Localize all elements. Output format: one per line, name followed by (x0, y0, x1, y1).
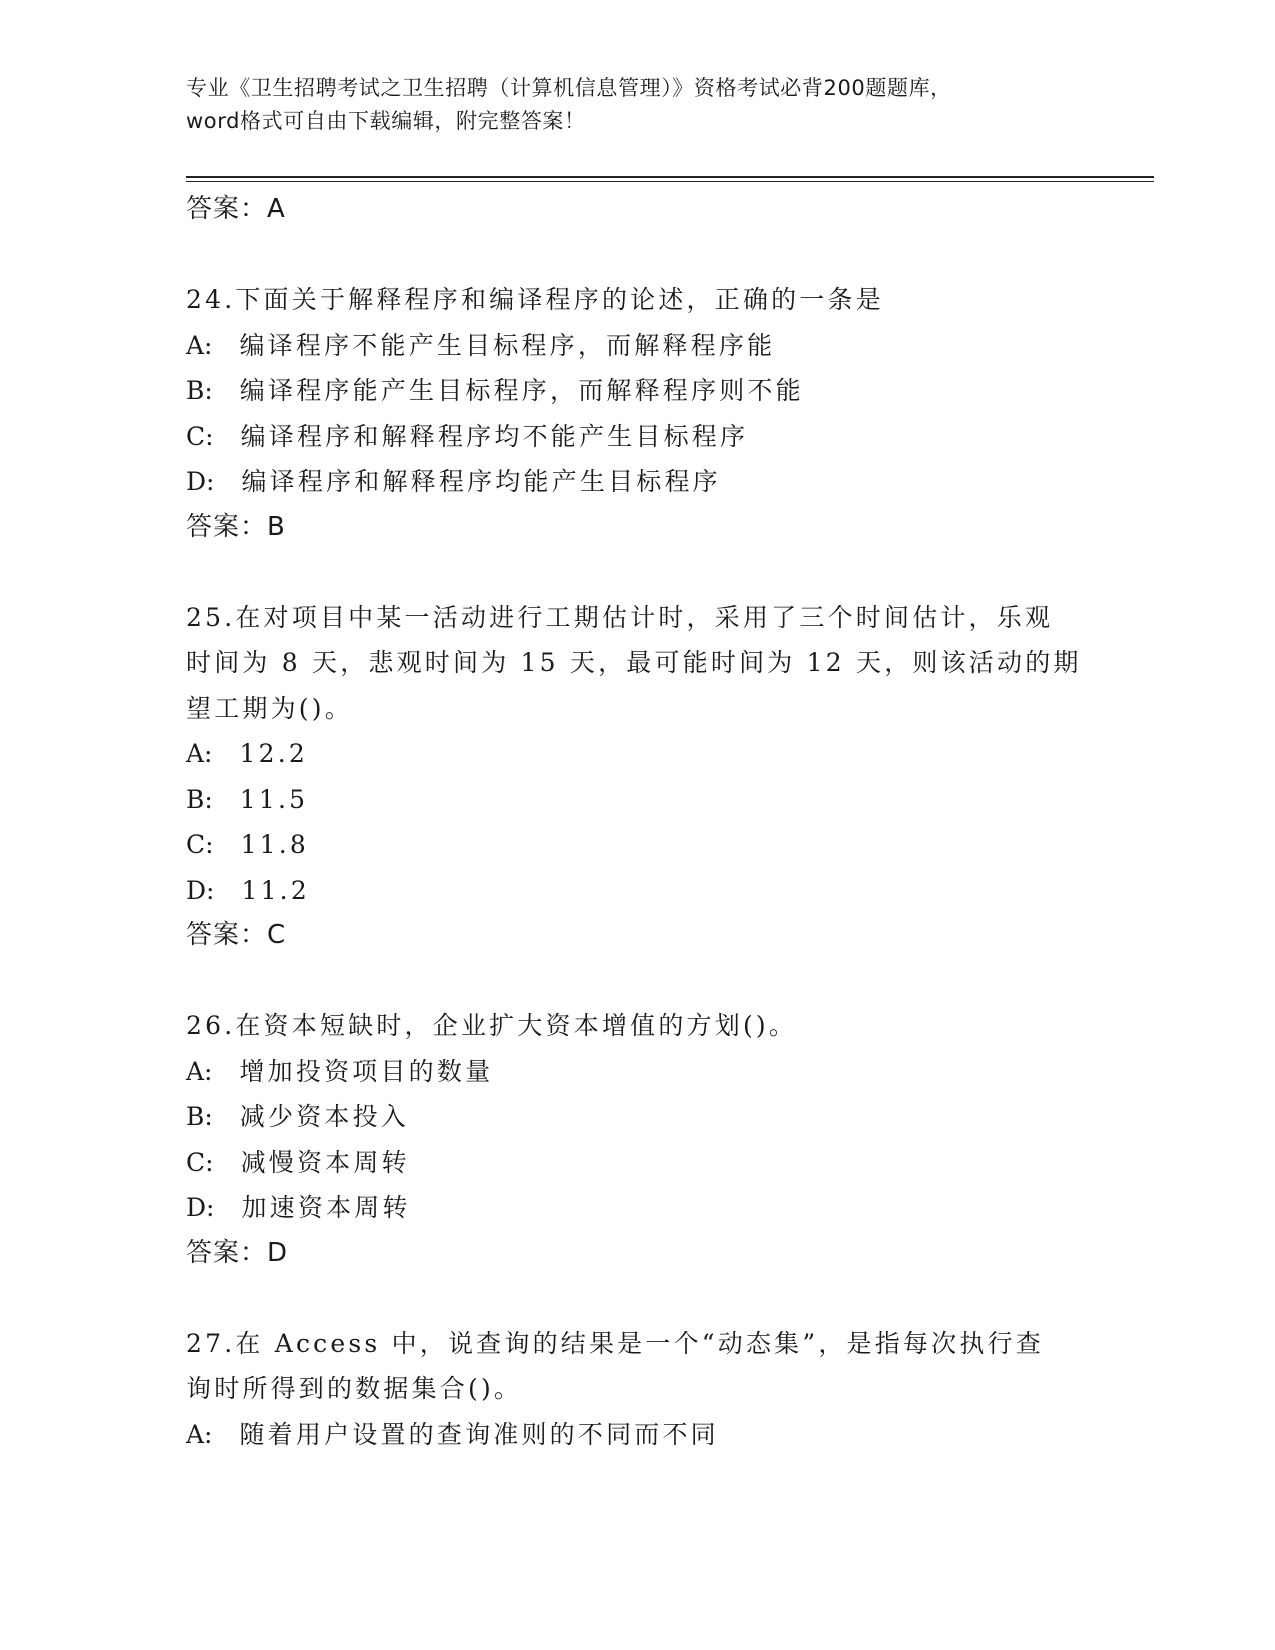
question-text: 27.在 Access 中，说查询的结果是一个“动态集”，是指每次执行查 (186, 1328, 1044, 1358)
question-27 (186, 1321, 1086, 1458)
question-text: 24.下面关于解释程序和编译程序的论述，正确的一条是 (186, 285, 884, 314)
option-text: 减慢资本周转 (240, 1147, 410, 1177)
option-a (186, 1412, 1086, 1458)
answer-previous: 答案：A (186, 194, 286, 224)
option-letter: C: (186, 1147, 214, 1177)
option-b (186, 1094, 1086, 1140)
option-letter: D: (186, 875, 215, 905)
question-24 (186, 277, 1086, 550)
option-b (186, 368, 1086, 414)
option-letter: B: (186, 784, 213, 814)
option-c (186, 1140, 1086, 1186)
option-text: 编译程序和解释程序均能产生目标程序 (241, 467, 721, 496)
document-header (186, 72, 1086, 138)
option-text: 增加投资项目的数量 (239, 1056, 494, 1086)
option-letter: B: (186, 1102, 213, 1131)
header-rule-thin (186, 181, 1154, 182)
answer-25: 答案：C (186, 920, 287, 950)
option-c (186, 414, 1086, 460)
question-list (186, 187, 1086, 1457)
option-text: 11.2 (241, 875, 310, 905)
option-a (186, 1049, 1086, 1095)
answer-26: 答案：D (186, 1237, 289, 1268)
option-d (186, 459, 1086, 505)
question-25 (186, 595, 1086, 959)
answer-24: 答案：B (186, 511, 286, 542)
option-letter: A: (186, 1056, 213, 1086)
option-text: 编译程序和解释程序均不能产生目标程序 (240, 421, 749, 451)
option-b (186, 777, 1086, 823)
question-text: 26.在资本短缺时，企业扩大资本增值的方划()。 (186, 1011, 798, 1040)
option-letter: A: (186, 1419, 213, 1449)
question-text: 望工期为()。 (186, 693, 353, 723)
option-text: 11.8 (240, 830, 310, 859)
header-rule-thick (186, 176, 1154, 178)
question-text: 时间为 8 天，悲观时间为 15 天，最可能时间为 12 天，则该活动的期 (186, 648, 1082, 677)
question-26 (186, 1003, 1086, 1276)
option-d (186, 1185, 1086, 1231)
option-text: 编译程序能产生目标程序，而解释程序则不能 (239, 376, 804, 405)
option-text: 加速资本周转 (241, 1193, 411, 1222)
option-text: 编译程序不能产生目标程序，而解释程序能 (239, 330, 776, 360)
question-text: 询时所得到的数据集合()。 (186, 1374, 523, 1403)
option-letter: C: (186, 830, 214, 859)
option-a (186, 323, 1086, 369)
option-letter: C: (186, 421, 214, 451)
option-d (186, 868, 1086, 914)
header-line-2: word格式可自由下载编辑，附完整答案！ (186, 109, 586, 133)
question-text: 25.在对项目中某一活动进行工期估计时，采用了三个时间估计，乐观 (186, 602, 1054, 632)
option-letter: D: (186, 467, 215, 496)
option-text: 11.5 (239, 784, 309, 814)
option-text: 随着用户设置的查询准则的不同而不同 (239, 1419, 719, 1449)
option-c (186, 822, 1086, 868)
option-letter: A: (186, 330, 213, 360)
option-text: 减少资本投入 (239, 1102, 409, 1131)
header-line-1: 专业《卫生招聘考试之卫生招聘（计算机信息管理）》资格考试必背200题题库， (186, 76, 952, 100)
option-text: 12.2 (239, 739, 308, 768)
option-a (186, 731, 1086, 777)
option-letter: B: (186, 376, 213, 405)
option-letter: A: (186, 739, 213, 768)
option-letter: D: (186, 1193, 215, 1222)
